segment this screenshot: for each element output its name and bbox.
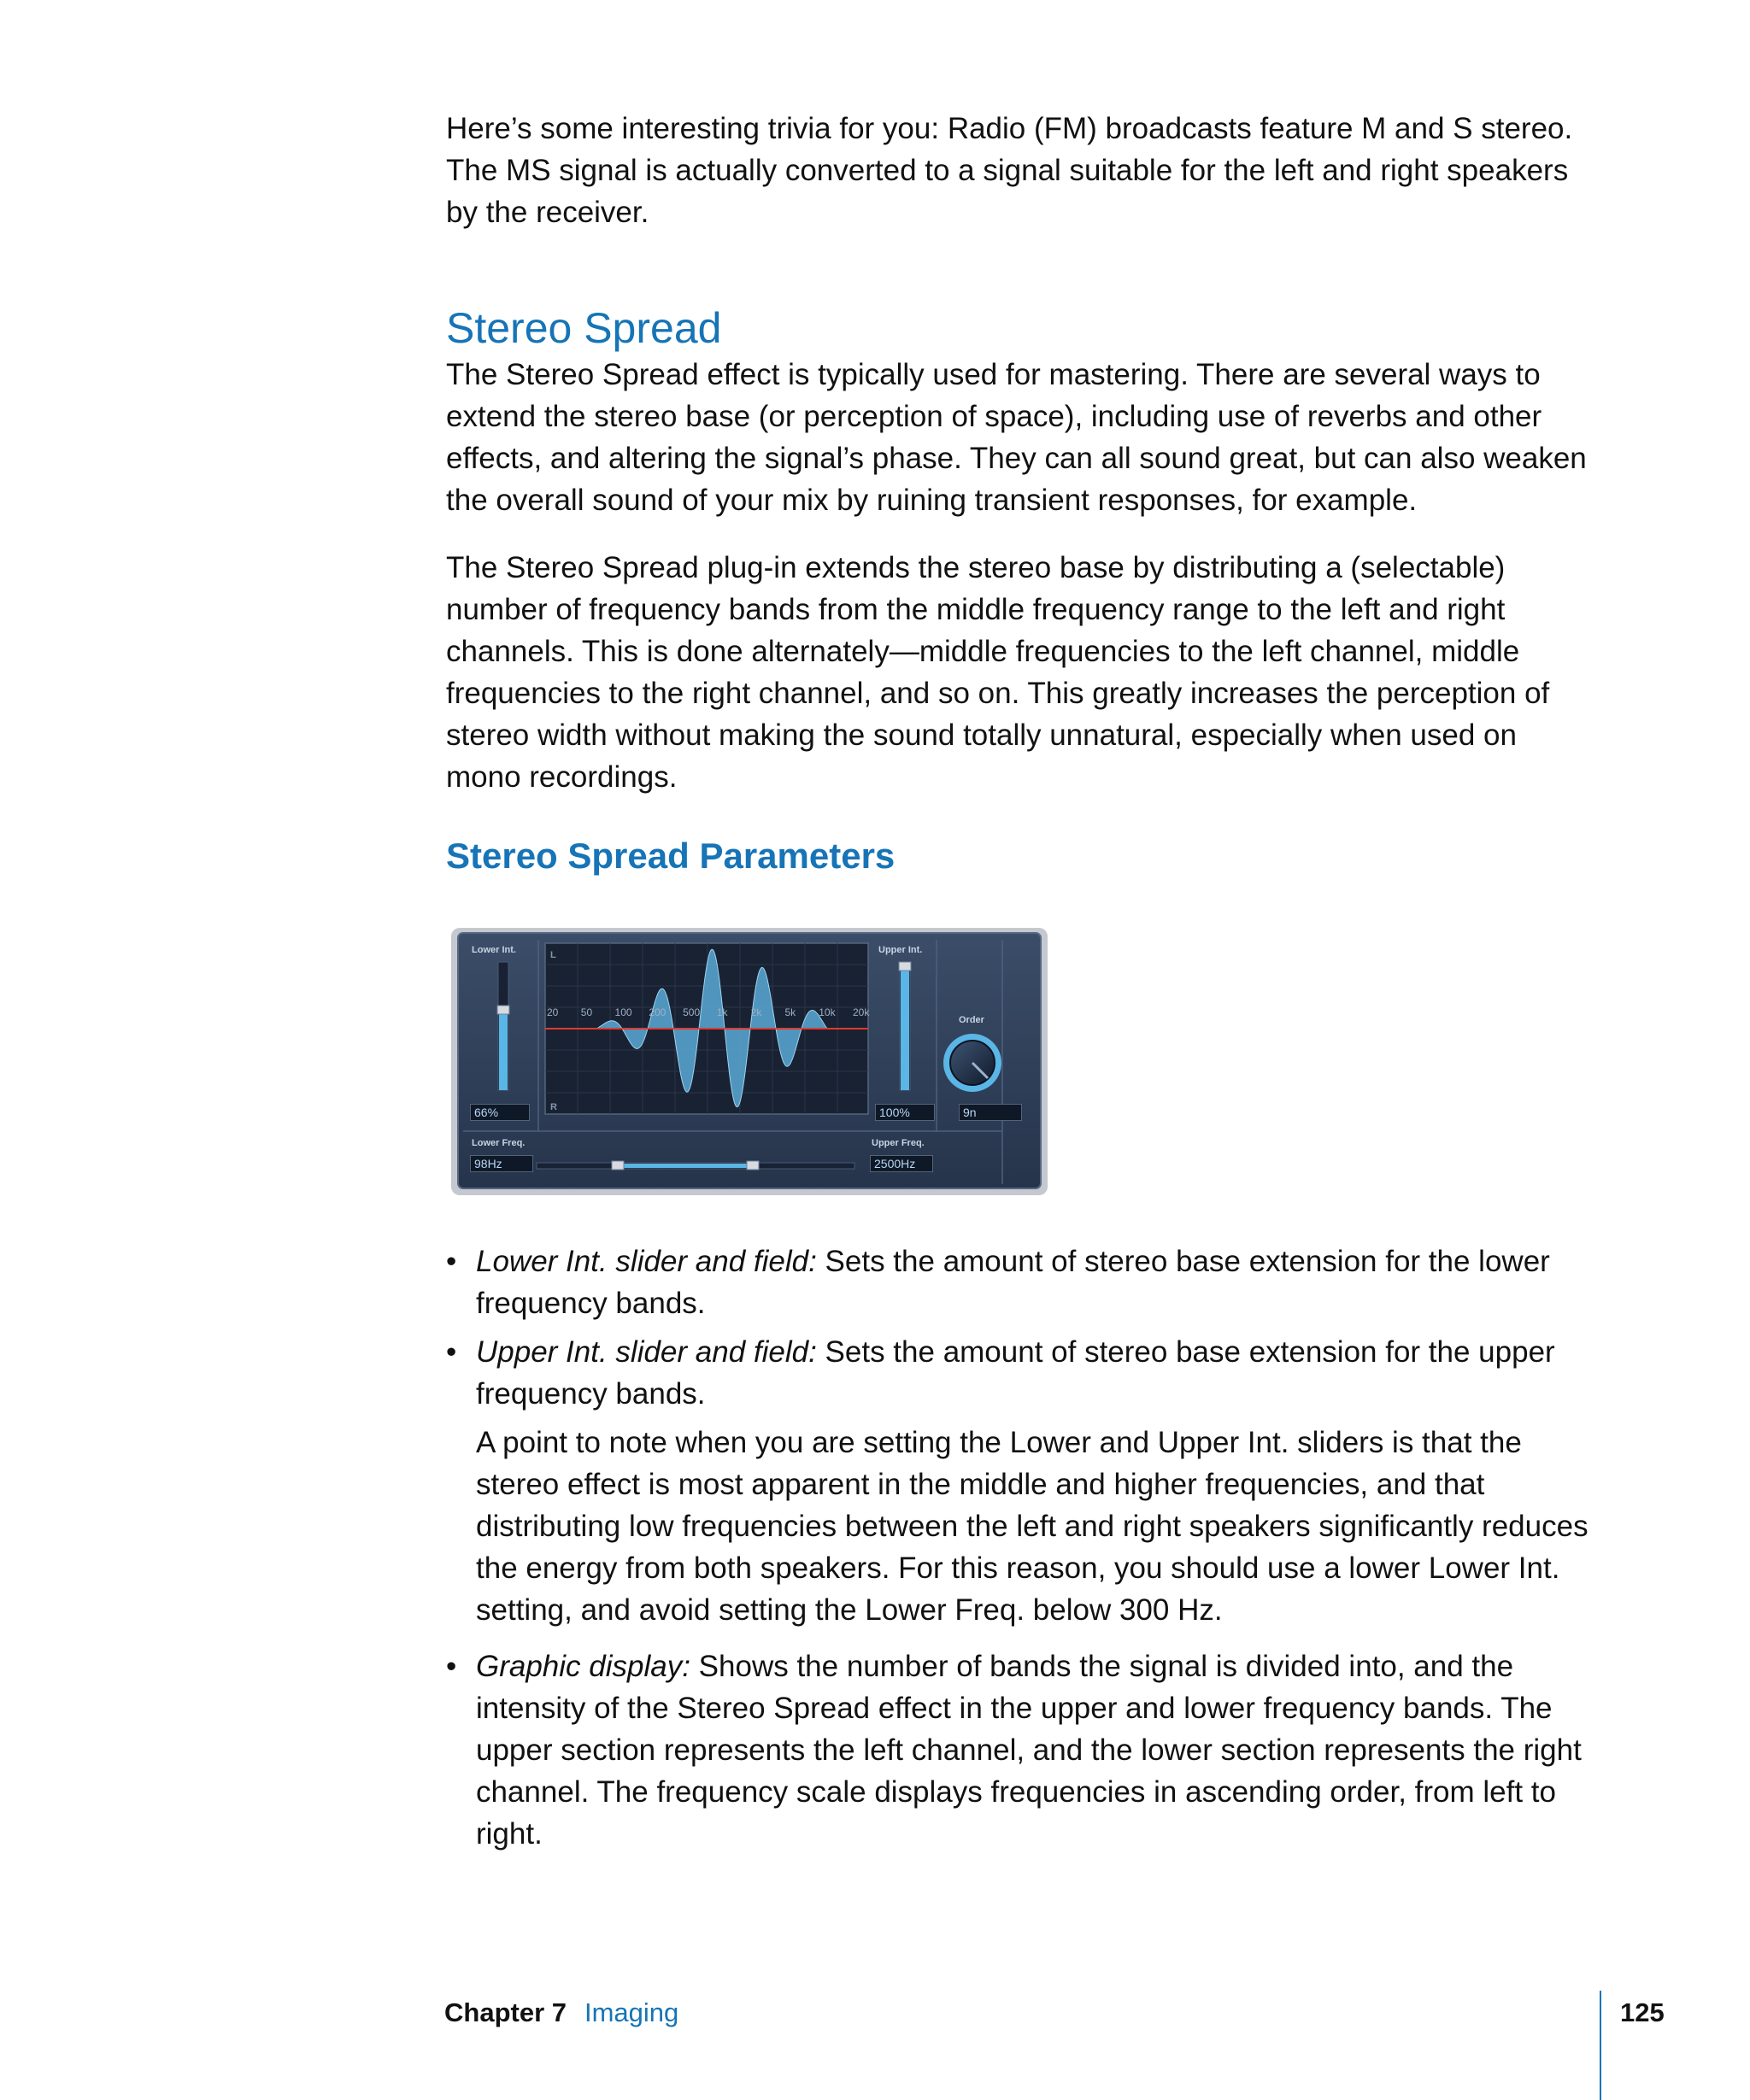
upper-int-label: Upper Int.: [878, 945, 923, 955]
note-block: [446, 1422, 1600, 1631]
plugin-panel-graphic: [451, 928, 1048, 1195]
bullet-text: [476, 1241, 1600, 1324]
section-block: [446, 302, 1600, 798]
freq-tick-label: 20: [547, 1006, 559, 1018]
section-paragraph-1: The Stereo Spread effect is typically used for mastering. There are several ways to extend the stereo base (or perception of space), including use of reverbs and other effects, and altering the signal’s phase. They can all sound great, but can also weaken the overall sound of your mix by ruining transient responses, for example.: [446, 358, 1587, 517]
stereo-spread-plugin-panel: [451, 928, 1048, 1195]
upper-freq-field[interactable]: 2500Hz: [870, 1155, 933, 1172]
page-number: 125: [1620, 1997, 1665, 2027]
freq-tick-label: 5k: [784, 1006, 796, 1018]
freq-tick-label: 500: [683, 1006, 701, 1018]
section-paragraph-2: The Stereo Spread plug-in extends the stereo base by distributing a (selectable) number of frequency bands from the middle frequency range to the left and right channels. This is done alternately—middle frequencies to the left channel, middle frequencies to the right channel, and so on. This greatly increases the perception of stereo width without making the sound totally unnatural, especially when used on mono recordings.: [446, 551, 1550, 794]
note-paragraph: A point to note when you are setting the Lower and Upper Int. sliders is that the stereo effect is most apparent in the middle and higher frequencies, and that distributing low frequencies between the left and right speakers significantly reduces the energy from both speakers. For this reason, you should use a lower Lower Int. setting, and avoid setting the Lower Freq. below 300 Hz.: [476, 1426, 1589, 1627]
bullet-dot: •: [446, 1650, 457, 1683]
bullet-text: [476, 1331, 1600, 1415]
subsection-title: Stereo Spread Parameters: [446, 836, 896, 876]
order-label: Order: [959, 1015, 984, 1025]
order-field[interactable]: 9n: [959, 1104, 1022, 1121]
upper-int-slider-handle[interactable]: [899, 962, 911, 971]
subsection-block: [446, 834, 1600, 878]
bullet-term: Graphic display:: [476, 1650, 690, 1683]
bullet-term: Lower Int. slider and field:: [476, 1245, 817, 1278]
freq-tick-label: 2k: [750, 1006, 762, 1018]
bullet-description: Sets the amount of stereo base extension for the lower frequency bands.: [476, 1245, 1550, 1320]
upper-int-slider-fill: [901, 965, 909, 1090]
upper-freq-label: Upper Freq.: [872, 1138, 925, 1148]
freq-tick-label: 100: [614, 1006, 632, 1018]
bullet-lower-int: [446, 1241, 1600, 1324]
lower-int-label: Lower Int.: [472, 945, 516, 955]
lower-freq-handle[interactable]: [612, 1161, 624, 1170]
freq-tick-label: 10k: [819, 1006, 836, 1018]
footer-divider: [1600, 1991, 1601, 2100]
bullet-dot: •: [446, 1335, 457, 1369]
freq-tick-label: 20k: [853, 1006, 870, 1018]
lower-freq-field[interactable]: 98Hz: [470, 1155, 533, 1172]
freq-tick-label: 1k: [716, 1006, 728, 1018]
bullet-text: [476, 1645, 1600, 1855]
bullet-description: Shows the number of bands the signal is divided into, and the intensity of the Stereo Spread effect in the upper and lower frequency bands. The upper section represents the left channel, and the lower section represents the right channel. The frequency scale displays frequencies in ascending order, from left to right.: [476, 1650, 1582, 1851]
intro-block: [446, 108, 1600, 233]
freq-tick-label: 50: [580, 1006, 593, 1018]
section-title: Stereo Spread: [446, 304, 722, 352]
bullet-term: Upper Int. slider and field:: [476, 1335, 817, 1369]
intro-paragraph: Here’s some interesting trivia for you: Radio (FM) broadcasts feature M and S stereo. The MS signal is actually converted to a signal suitable for the left and right speakers by the receiver.: [446, 112, 1573, 229]
channel-left-label: L: [550, 950, 556, 960]
freq-tick-label: 200: [649, 1006, 667, 1018]
lower-int-field[interactable]: 66%: [470, 1104, 530, 1121]
upper-int-field[interactable]: 100%: [875, 1104, 935, 1121]
lower-int-slider-fill: [499, 1009, 508, 1090]
freq-range-slider-fill: [616, 1164, 755, 1168]
footer-section-link[interactable]: Imaging: [584, 1997, 679, 2027]
channel-right-label: R: [550, 1102, 557, 1112]
bullet-graphic-display: [446, 1645, 1600, 1855]
bullet-upper-int: [446, 1331, 1600, 1415]
lower-freq-label: Lower Freq.: [472, 1138, 526, 1148]
upper-freq-handle[interactable]: [747, 1161, 759, 1170]
bullet-dot: •: [446, 1245, 457, 1278]
bullet-description: Sets the amount of stereo base extension for the upper frequency bands.: [476, 1335, 1555, 1411]
footer-chapter: Chapter 7: [444, 1997, 567, 2027]
lower-int-slider-handle[interactable]: [497, 1006, 509, 1014]
